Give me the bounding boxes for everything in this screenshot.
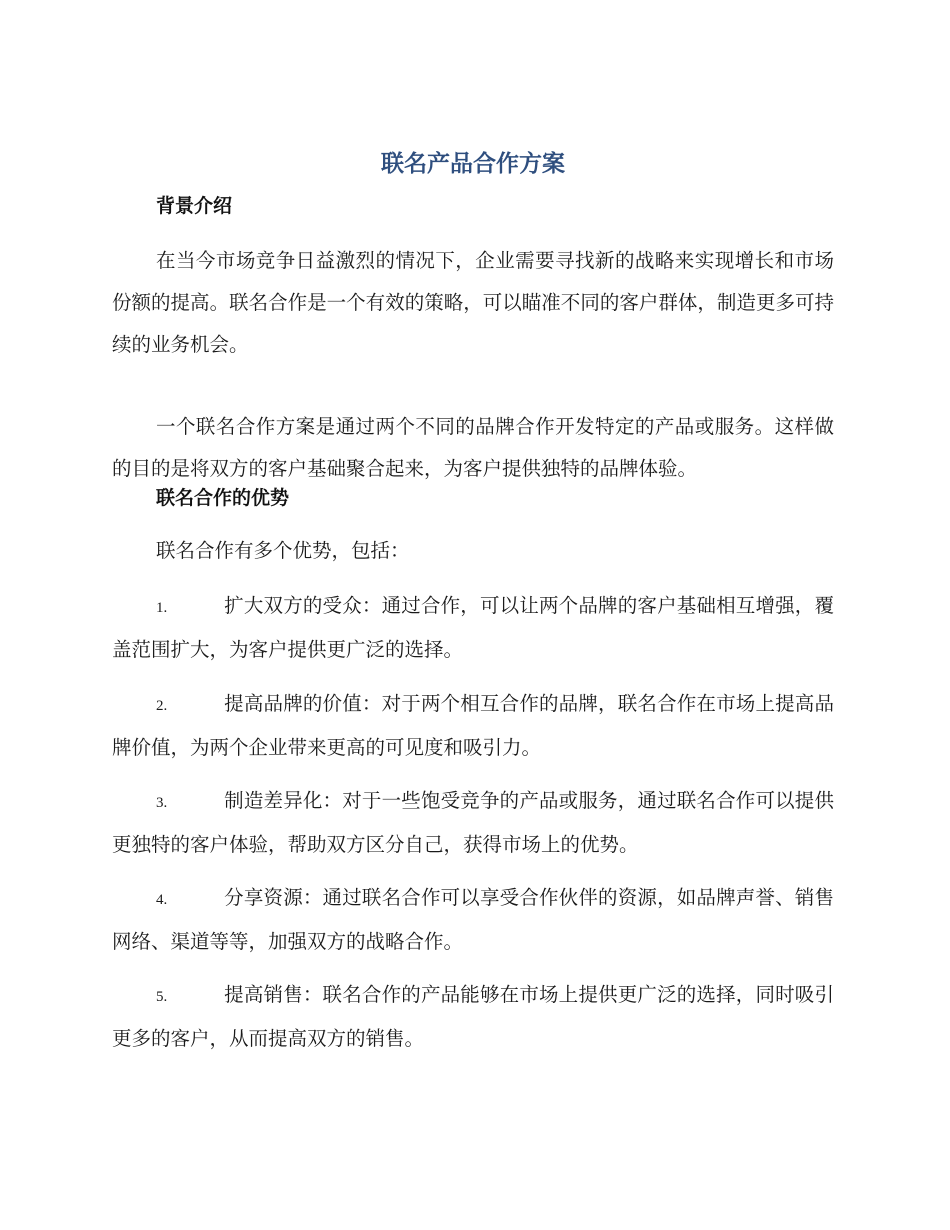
background-paragraph-2: 一个联名合作方案是通过两个不同的品牌合作开发特定的产品或服务。这样做的目的是将双方的客户基础聚合起来，为客户提供独特的品牌体验。 xyxy=(112,415,834,480)
list-item-number: 1. xyxy=(156,600,168,616)
list-item-number: 2. xyxy=(156,698,168,714)
list-item xyxy=(112,683,834,769)
list-item-number: 3. xyxy=(156,795,168,811)
list-item xyxy=(112,974,834,1060)
list-item-text: 分享资源：通过联名合作可以享受合作伙伴的资源，如品牌声誉、销售网络、渠道等等，加强双方的战略合作。 xyxy=(112,886,834,953)
list-item-number: 4. xyxy=(156,892,168,908)
list-item-number: 5. xyxy=(156,989,168,1005)
list-item xyxy=(112,780,834,866)
list-item-text: 制造差异化：对于一些饱受竞争的产品或服务，通过联名合作可以提供更独特的客户体验，帮助双方区分自己，获得市场上的优势。 xyxy=(112,789,834,856)
list-item-text: 提高销售：联名合作的产品能够在市场上提供更广泛的选择，同时吸引更多的客户，从而提高双方的销售。 xyxy=(112,983,834,1050)
list-item xyxy=(112,877,834,963)
section-heading-advantages: 联名合作的优势 xyxy=(156,487,290,509)
list-item-text: 提高品牌的价值：对于两个相互合作的品牌，联名合作在市场上提高品牌价值，为两个企业带来更高的可见度和吸引力。 xyxy=(112,692,834,759)
background-paragraph-1: 在当今市场竞争日益激烈的情况下，企业需要寻找新的战略来实现增长和市场份额的提高。联名合作是一个有效的策略，可以瞄准不同的客户群体，制造更多可持续的业务机会。 xyxy=(112,249,834,356)
section-heading-background: 背景介绍 xyxy=(156,195,233,217)
document-title: 联名产品合作方案 xyxy=(381,151,565,177)
list-item xyxy=(112,585,834,671)
advantages-intro: 联名合作有多个优势，包括： xyxy=(156,539,410,562)
list-item-text: 扩大双方的受众：通过合作，可以让两个品牌的客户基础相互增强，覆盖范围扩大，为客户提供更广泛的选择。 xyxy=(112,594,834,661)
